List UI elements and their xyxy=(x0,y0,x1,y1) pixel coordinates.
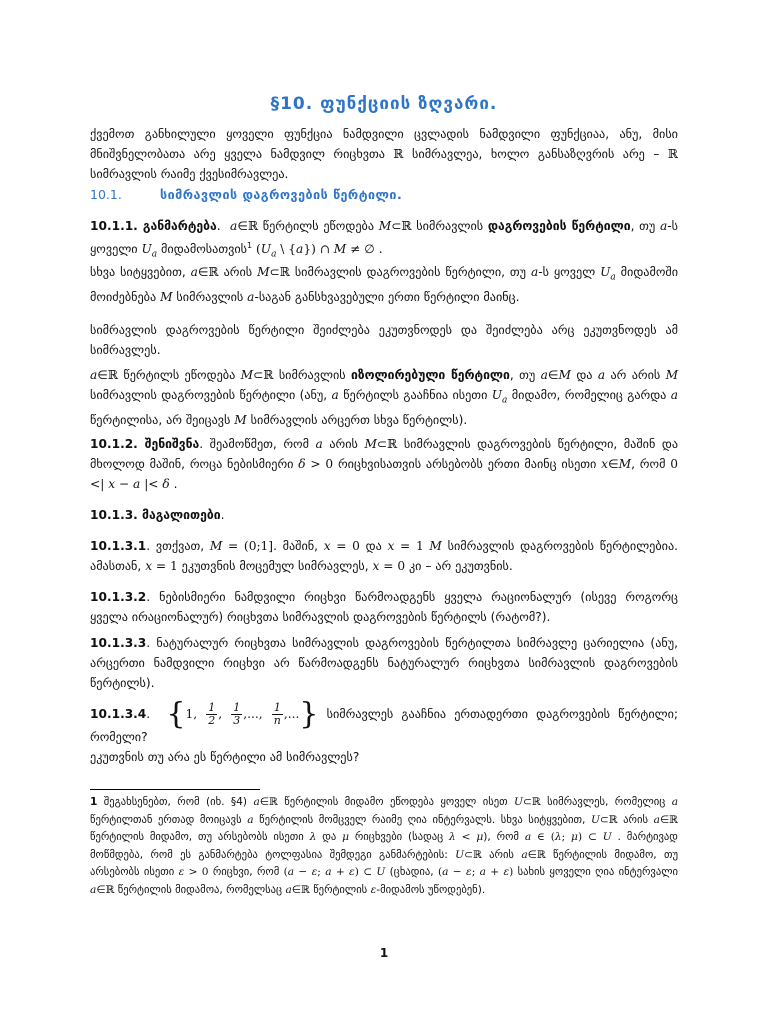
footnote-separator xyxy=(90,789,260,790)
footnote: 1 შეგახსენებთ, რომ (იხ. §4) a∈ℝ წერტილის მიდამო ეწოდება ყოველ ისეთ U⊂ℝ სიმრავლეს, რომელიც a წერტილთან ერთად მოიცავს a წერტილის მომცველ რაიმე ღია ინტერვალს. სხვა სიტყვებით, U⊂ℝ არის a∈ℝ წერტილის მიდამო, თუ არსებობს ისეთი λ და μ რიცხვები (სადაც λ < μ), რომ a ∈ (λ; μ) ⊂ U . მარტივად მოწმდება, რომ ეს განმარტება ტოლფასია შემდეგი განმარტების: U⊂ℝ არის a∈ℝ წერტილის მიდამო, თუ არსებობს ისეთი ε > 0 რიცხვი, რომ (a − ε; a + ε) ⊂ U (ცხადია, (a − ε; a + ε) სახის ყოველი ღია ინტერვალი a∈ℝ წერტილის მიდამოა, რომელსაც a∈ℝ წერტილის ε-მიდამოს უწოდებენ). xyxy=(90,796,679,896)
example-3: 10.1.3.3. ნატურალურ რიცხვთა სიმრავლის დაგროვების წერტილთა სიმრავლე ცარიელია (ანუ, არცერთი ნამდვილი რიცხვი არ წარმოადგენს ნატურალურ რიცხვთა სიმრავლის დაგროვების წერტილს). xyxy=(90,636,678,690)
section-heading: 10.1. სიმრავლის დაგროვების წერტილი. xyxy=(90,187,403,202)
example-4: 10.1.3.4. {1, $\frac{1}{2}$ , $\frac{1}{3}$ ,..., $\frac{1}{n}$ ,...} სიმრავლეს გააჩნია ერთადერთი დაგროვების წერტილი; რომელი? ეკუთვნის თუ არა ეს წერტილი ამ სიმრავლეს? xyxy=(90,696,679,764)
examples-heading: 10.1.3. მაგალითები. xyxy=(90,508,225,522)
footnote-ref: 1 xyxy=(247,241,253,250)
example-2: 10.1.3.2. ნებისმიერი ნამდვილი რიცხვი წარმოადგენს ყველა რაციონალურ (ისევე როგორც ყველა ირაციონალურ) რიცხვთა სიმრავლის დაგროვების წერტილს (რატომ?). xyxy=(90,590,678,624)
intro-paragraph: ქვემოთ განხილული ყოველი ფუნქცია ნამდვილი ცვლადის ნამდვილი ფუნქციაა, ანუ, მისი მნიშვნელობათა არე ყველა ნამდვილ რიცხვთა ℝ სიმრავლეა, ხოლო განსაზღვრის არე – ℝ სიმრავლის რაიმე ქვესიმრავლეა. xyxy=(90,127,679,181)
page-number: 1 xyxy=(379,946,389,960)
restatement-paragraph: სხვა სიტყვებით, a∈ℝ არის M⊂ℝ სიმრავლის დაგროვების წერტილი, თუ a-ს ყოველ $U_a$ მიდამოში მოიძებნება M სიმრავლის a-საგან განსხვავებული ერთი წერტილი მაინც. xyxy=(90,265,679,305)
page-title: §10. ფუნქციის ზღვარი. xyxy=(270,94,498,114)
example-1: 10.1.3.1. ვთქვათ, M = (0;1]. მაშინ, x = 0 და x = 1 M სიმრავლის დაგროვების წერტილებია. ამასთან, x = 1 ეკუთვნის მოცემულ სიმრავლეს, x = 0 კი – არ ეკუთვნის. xyxy=(90,539,679,573)
isolated-point-paragraph: a∈ℝ წერტილს ეწოდება M⊂ℝ სიმრავლის იზოლირებული წერტილი, თუ a∈M და a არ არის M სიმრავლის დაგროვების წერტილი (ანუ, a წერტილს გააჩნია ისეთი $U_a$ მიდამო, რომელიც გარდა a წერტილისა, არ შეიცავს M სიმრავლის არცერთ სხვა წერტილს). xyxy=(90,368,679,428)
remark-paragraph: 10.1.2. შენიშვნა. შეამოწმეთ, რომ a არის M⊂ℝ სიმრავლის დაგროვების წერტილი, მაშინ და მხოლოდ მაშინ, როცა ნებისმიერი δ > 0 რიცხვისათვის არსებობს ერთი მაინც ისეთი x∈M, რომ 0 <| x − a |< δ . xyxy=(90,437,679,491)
definition-paragraph: 10.1.1. განმარტება. a∈ℝ წერტილს ეწოდება M⊂ℝ სიმრავლის დაგროვების წერტილი, თუ a-ს ყოველი $U_a$ მიდამოსათვის$^1$ ($U_a$ \ {a}) ∩ M ≠ ∅ . xyxy=(90,219,679,260)
membership-paragraph: სიმრავლის დაგროვების წერტილი შეიძლება ეკუთვნოდეს და შეიძლება არც ეკუთვნოდეს ამ სიმრავლეს. xyxy=(90,323,678,357)
